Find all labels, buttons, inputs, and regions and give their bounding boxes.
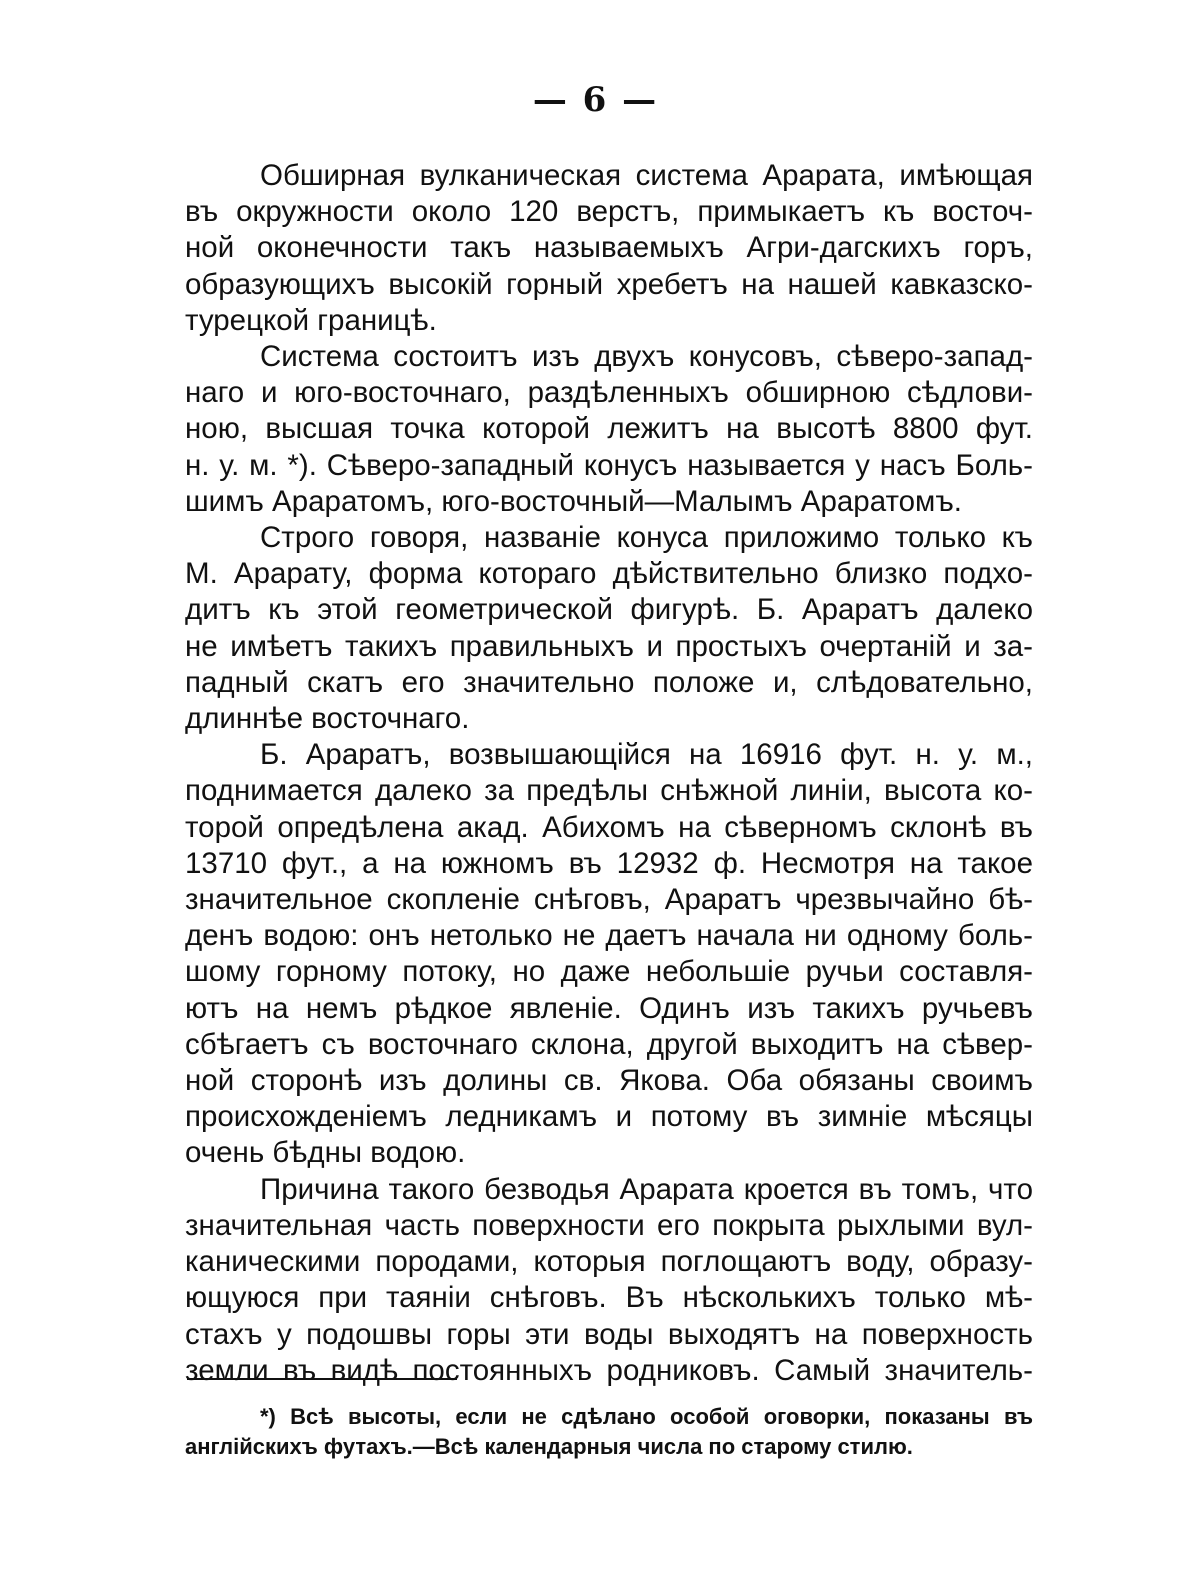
text-line: происхожденіемъ ледникамъ и потому въ зимніе мѣсяцы <box>185 1100 1033 1134</box>
text-line: стахъ у подошвы горы эти воды выходятъ на поверхность <box>185 1317 1033 1351</box>
text-line: наго и юго-восточнаго, раздѣленныхъ обширною сѣдлови- <box>185 376 1033 410</box>
text-line: значительное скопленіе снѣговъ, Араратъ чрезвычайно бѣ- <box>185 883 1033 917</box>
text-line: поднимается далеко за предѣлы снѣжной линіи, высота ко- <box>185 774 1033 808</box>
footnote-line: англійскихъ футахъ.—Всѣ календарныя числа по старому стилю. <box>185 1434 913 1459</box>
paragraph <box>185 158 1033 339</box>
text-line: турецкой границѣ. <box>185 303 437 337</box>
text-line: 13710 фут., а на южномъ въ 12932 ф. Несмотря на такое <box>185 846 1033 880</box>
text-line: земли въ видѣ постоянныхъ родниковъ. Самый значитель- <box>185 1353 1033 1387</box>
text-line: Б. Араратъ, возвышающійся на 16916 фут. н. у. м., <box>260 738 1033 772</box>
text-line: М. Арарату, форма котораго дѣйствительно близко подхо- <box>185 557 1033 591</box>
text-line: Строго говоря, названіе конуса приложимо только къ <box>260 521 1033 555</box>
text-line: Обширная вулканическая система Арарата, имѣющая <box>260 159 1033 192</box>
page-number: — 6 — <box>532 80 659 120</box>
text-line: образующихъ высокій горный хребетъ на нашей кавказско- <box>185 267 1033 301</box>
text-line: торой опредѣлена акад. Абихомъ на сѣверномъ склонѣ въ <box>185 810 1033 844</box>
text-line: денъ водою: онъ нетолько не даетъ начала ни одному боль- <box>185 919 1033 953</box>
body-text <box>185 158 1033 1389</box>
text-line: каническими породами, которыя поглощаютъ воду, образу- <box>185 1245 1033 1279</box>
text-line: не имѣетъ такихъ правильныхъ и простыхъ очертаній и за- <box>185 629 1033 663</box>
text-line: шимъ Араратомъ, юго-восточный—Малымъ Араратомъ. <box>185 484 962 518</box>
text-line: Система состоитъ изъ двухъ конусовъ, сѣверо-запад- <box>260 340 1033 374</box>
paragraph <box>185 1172 1033 1389</box>
text-line: ною, высшая точка которой лежитъ на высотѣ 8800 фут. <box>185 412 1033 446</box>
text-line: значительная часть поверхности его покрыта рыхлыми вул- <box>185 1208 1033 1242</box>
text-line: очень бѣдны водою. <box>185 1136 466 1170</box>
text-line: ютъ на немъ рѣдкое явленіе. Одинъ изъ такихъ ручьевъ <box>185 991 1033 1025</box>
paragraph <box>185 520 1033 737</box>
text-line: падный скатъ его значительно положе и, слѣдовательно, <box>185 665 1033 699</box>
text-line: ной оконечности такъ называемыхъ Агри-дагскихъ горъ, <box>185 231 1033 265</box>
text-line: ющуюся при таяніи снѣговъ. Въ нѣсколькихъ только мѣ- <box>185 1281 1033 1315</box>
footnote <box>185 1402 1033 1462</box>
text-line: длиннѣе восточнаго. <box>185 702 470 736</box>
text-line: Причина такого безводья Арарата кроется въ томъ, что <box>260 1172 1033 1206</box>
paragraph <box>185 339 1033 520</box>
footnote-line: *) Всѣ высоты, если не сдѣлано особой оговорки, показаны въ <box>260 1404 1033 1429</box>
paragraph <box>185 737 1033 1171</box>
text-line: шому горному потоку, но даже небольшіе ручьи составля- <box>185 955 1033 989</box>
text-line: дитъ къ этой геометрической фигурѣ. Б. Араратъ далеко <box>185 593 1033 627</box>
text-line: въ окружности около 120 верстъ, примыкаетъ къ восточ- <box>185 195 1033 229</box>
text-line: н. у. м. *). Сѣверо-западный конусъ называется у насъ Боль- <box>185 448 1033 482</box>
footnote-divider <box>187 1378 457 1380</box>
text-line: сбѣгаетъ съ восточнаго склона, другой выходитъ на сѣвер- <box>185 1027 1033 1061</box>
text-line: ной сторонѣ изъ долины св. Якова. Оба обязаны своимъ <box>185 1064 1033 1098</box>
